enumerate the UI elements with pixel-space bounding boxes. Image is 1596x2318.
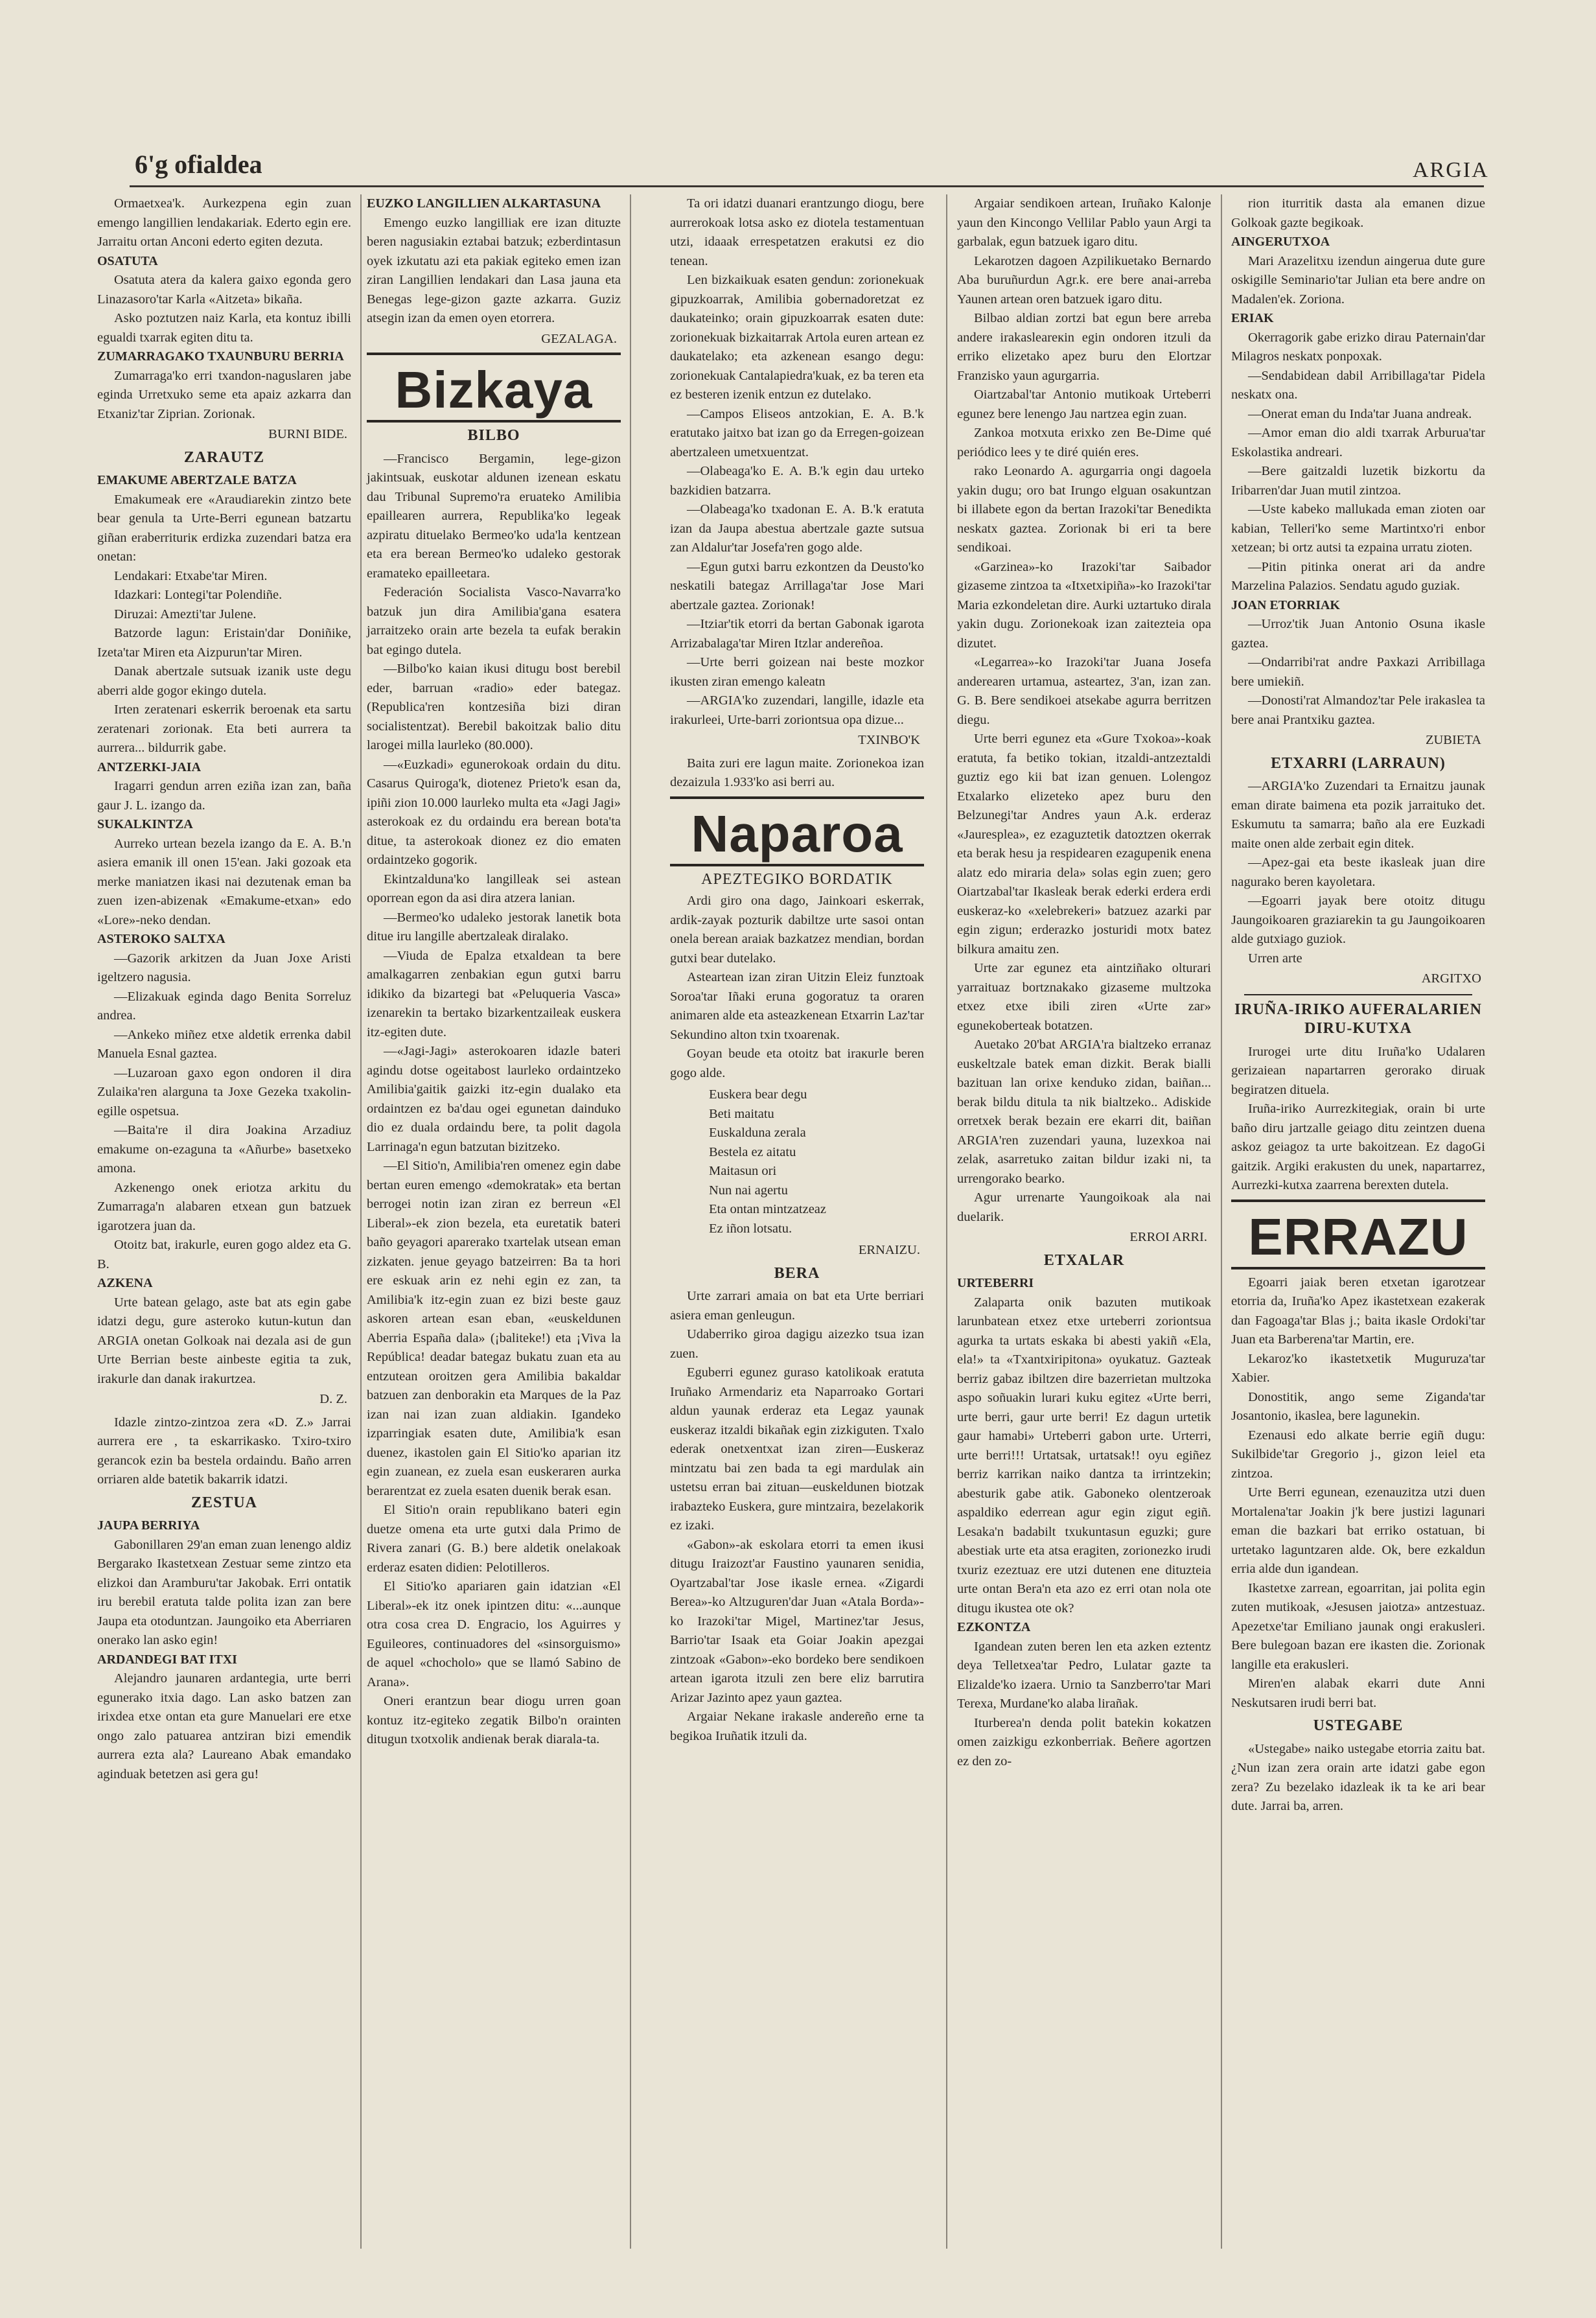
article-paragraph: Idazkari: Lontegi'tar Polendiñe.	[114, 588, 283, 602]
poem-line: Ez iñon lotsatu.	[709, 1221, 792, 1236]
section-heading: AINGERUTXOA	[1231, 235, 1330, 249]
region-banner: Naparoa	[691, 804, 903, 863]
article-paragraph: —ARGIA'ko Zuzendari ta Ernaitzu jaunak eman dirate baimena eta pozik jarraituko det. Eskumutu ta samarra; baño ala ere Euzkadi maite onen alde zerbait egin ditek.	[1231, 779, 1485, 851]
article-paragraph: Ta ori idatzi duanari erantzungo diogu, bere aurrerokoak lotsa asko ez diotela testamentuan utzi, idaaak errespetatzen erakutsi ez dio tenean.	[670, 196, 924, 268]
region-banner-box	[1231, 1200, 1485, 1269]
article-paragraph: «Gabon»-ak eskolara etorri ta emen ikusi ditugu Iraizozt'ar Faustino yaunaren senidia, Oyartzabal'tar Jose ikasle ernea. «Zigardi Berea»-ko Altzuguren'dar Juan «Atala Borda»-ko Irazoki'tar Migel, Martinez'tar Jesus, Barrio'tar Isaak eta Goiar Joakin apezgai zintzoak «Gabon»-eko bordeko bere sendikoen artean igarota itzuli zen bere eliz barrutira Arizar Jazinto apez yaun gaztea.	[670, 1537, 924, 1705]
sub-heading: APEZTEGIKO BORDATIK	[701, 870, 893, 888]
signature: BURNI BIDE.	[268, 427, 347, 441]
article-paragraph: Ikastetxe zarrean, egoarritan, jai polita egin zuten mutikoak, «Jesusen jaiotza» antzestuaz. Apezetxe'tar Emiliano jaunak ongi erakusleri. Bere bulegoan bazan ere ikasten die. Zorionak langille eta erakusleri.	[1231, 1581, 1485, 1672]
article-paragraph: —«Jagi-Jagi» asterokoaren idazle bateri agindu dotse ogeitabost laurleko ordaintzeko Amilibia'gaitik gaizki itz-egin dualako eta ordaintzen ez ba'dau ogei egunetan dainduko dio ez duala ordaindu bere, ta polit dagola Larrinaga'n egun batzutan bizitzeko.	[367, 1044, 621, 1154]
article-paragraph: El Sitio'ko apariaren gain idatzian «El Liberal»-ek itz onek ipintzen ditu: «...aunque otra cosa crea D. Engracio, los Aguirres y Eguileores, continuadores del «sinsorguismo» de aquel «chocholo» que se llamó Sabino de Arana».	[367, 1579, 621, 1689]
article-paragraph: Asteartean izan ziran Uitzin Eleiz funztoak Soroa'tar Iñaki eruna gogoratuz ta oraren animaren alde eta asteazkenean Etxarrin Laz'tar Sekundino alton txin txoarenak.	[670, 970, 924, 1042]
article-paragraph: Okerragorik gabe erizko dirau Paternain'dar Milagros neskatx ponpoxak.	[1231, 330, 1485, 364]
article-paragraph: —Campos Eliseos antzokian, E. A. B.'k eratutako jaitxo bat izan go da Erregen-goizean abertzaleen umetxuentzat.	[670, 406, 924, 459]
column-4	[957, 194, 1211, 1771]
article-paragraph: Osatuta atera da kalera gaixo egonda gero Linazasoro'tar Karla «Aitzeta» bikaña.	[97, 273, 351, 307]
centered-heading: BILBO	[467, 427, 520, 444]
article-paragraph: —Donosti'rat Almandoz'tar Pele irakaslea ta bere anai Prantxiku gaztea.	[1231, 693, 1485, 727]
article-paragraph: Lendakari: Etxabe'tar Miren.	[114, 568, 268, 583]
article-paragraph: Eguberri egunez guraso katolikoak eratuta Iruñako Armendariz eta Naparroako Gortari aldun yaunak erderaz eta Legaz yaunak euskeraz itzaldi bikañak egin zizkiguten. Txalo ederak onetxentxat izan ziren—Euskeraz mintzatu bai zen bada ta egi mardulak ain ustetsu erran bai zituan—euskeldunen biotzak irabaztеko Euskera, gure mintzaira, bezelakorik ez izaki.	[670, 1365, 924, 1533]
article-paragraph: Urren arte	[1248, 951, 1302, 966]
header-rule	[130, 185, 1484, 187]
article-paragraph: Mari Arazelitxu izendun aingerua dute gure oskigille Seminario'tar Julian eta bere andre on Madalen'ek. Zoriona.	[1231, 253, 1485, 307]
poem-line: Euskalduna zerala	[709, 1126, 806, 1140]
article-paragraph: —Bere gaitzaldi luzetik bizkortu da Iribarren'dar Juan mutil zintzoa.	[1231, 464, 1485, 498]
article-paragraph: Miren'en alabak ekarri dute Anni Neskutsaren irudi berri bat.	[1231, 1676, 1485, 1710]
article-paragraph: Zankoa motxuta erixko zen Be-Dime qué periódico lees y te diré quién eres.	[957, 426, 1211, 459]
section-heading: EUZKO LANGILLIEN ALKARTASUNA	[367, 196, 601, 211]
centered-heading: USTEGABE	[1313, 1717, 1404, 1734]
article-paragraph: —El Sitio'n, Amilibia'ren omenez egin dabe bertan euren emengo «demokratak» eta bertan berrogei notin izan ziran ez berreun «El Liberal»-ek zion bezela, eta euretatik bateri baño geyagori aparerako txartelak utsean eman zizkaten. jenue geyago batzeirren: Ba ta hori ere eskuak arin ez nehi egin ez zan, ta Amilibia'k itz-egin zuan ez bizi beste gauz askoren artean esan eban, «euskeldunen Aberria España dala» (¡baliteke!) eta ¡Viva la República! deadar bategaz bukatu zuan eta au entzutean oroitzen gera Amilibia bakaldar batzuen zan denborakin eta Marques de la Paz izan nai izan zuan aldiakin. Igandeko izparringiak esaten dute, Amilibia'k esan duenez, ikastolen gain El Sitio'ko aparian itz egin zuanean, ez zuela esan euskeraren aurka berarentzat ez zuela esaten duenik berak esan.	[367, 1159, 621, 1498]
article-paragraph: —Sendabidean dabil Arribillaga'tar Pidela neskatx ona.	[1231, 368, 1485, 402]
article-paragraph: —Bermeo'ko udaleko jestorak lanetik bota ditue iru langille abertzaleak diralako.	[367, 910, 621, 944]
poem-line: Bestela ez aitatu	[709, 1144, 796, 1159]
article-paragraph: Ekintzalduna'ko langilleak sei astean oporrean egon da asi dira atzera lanian.	[367, 872, 621, 905]
masthead-title: ARGIA	[1413, 158, 1489, 182]
section-heading: ERIAK	[1231, 311, 1274, 325]
article-paragraph: Lekaroz'ko ikastetxetik Muguruza'tar Xabier.	[1231, 1351, 1485, 1385]
column-1	[97, 194, 351, 1784]
article-paragraph: —ARGIA'ko zuzendari, langille, idazle eta irakurleei, Urte-barri zoriontsua opa dizue...	[670, 693, 924, 727]
article-paragraph: El Sitio'n orain republikano bateri egin duetze omena eta urte gutxi dala Primo de Rivera zanari (G. B.) bere aldetik onelakoak erderaz esaten didien: Pelotilleros.	[367, 1503, 621, 1575]
region-banner-box	[367, 353, 621, 423]
article-paragraph: Udaberriko giroa dagigu aizezko tsua izan zuen.	[670, 1327, 924, 1361]
signature: ERROI ARRI.	[1129, 1230, 1207, 1244]
section-heading: AZKENA	[97, 1276, 153, 1290]
article-paragraph: Urte batean gelago, aste bat ats egin gabe idatzi degu, gure asteroko kutun-kutun dan ARGIA onetan Golkoak nai dezala asi de gun Urte Berrian beste ainbeste egitia ta zuk, irakurle dan danak irakurtzea.	[97, 1295, 351, 1386]
article-paragraph: Batzorde lagun: Eristain'dar Doniñike, Izeta'tar Miren eta Aizpurun'tar Miren.	[97, 626, 351, 660]
column-2	[367, 194, 621, 1750]
signature: ERNAIZU.	[858, 1243, 920, 1257]
article-paragraph: —Amor eman dio aldi txarrak Arburua'tar Eskolastika andreari.	[1231, 426, 1485, 459]
article-paragraph: «Legarrea»-ko Irazoki'tar Juana Josefa andereаren urtamua, asteartez, 3'an, izan zan. G. B. Bere sendikoei atsekabe agurra berritzen diegu.	[957, 655, 1211, 727]
article-paragraph: Urte berri egunez eta «Gure Txokoa»-koak eratuta, fa betiko tokian, itzaldi-antzeztaldi guztiz ego kii bat izan genuen. Lolengoz Etxalarko elizeteko apez buru den Belzunegi'tar Andres yaun A.k. erderaz «Jauresplea», ez ezaguztetik datoztzen okerrak eta berak hesu ja respideaгen ezagupenik enena alatz edo miraria dela» solas egin zuen; gero Oiartzabal'tar Ikasleak berak ederki erdera erdi euskeraz-ko «xelebrekeri» batzuez azarki par egin zigun; erderazko josturidi motx batez bilkura amaitu zen.	[957, 732, 1211, 956]
article-paragraph: Argaiar sendikoen artean, Iruñako Kalonje yaun den Kincongo Vellilar Pablo yaun Argi ta garbalak, egun batzuek igaro ditu.	[957, 196, 1211, 249]
section-heading: ZUMARRAGAKO TXAUNBURU BERRIA	[97, 349, 344, 364]
article-paragraph: Egoarri jaiak beren etxetan igarotzear etorria da, Iruña'ko Apez ikastetxean ezakerak dan Fagoaga'tar Blas j.; baita ikasle Ordoki'tar Juan eta Barberena'tar Martin, ere.	[1231, 1275, 1485, 1347]
article-paragraph: rako Leonardo A. agurgarria ongi dagoela yakin dugu; oro bat Irungo elguan osakuntzan bi illabete egon da bertan Irazoki'tar Benedikta neskatx gaztea. Zorionak bi eri ta bere sendikoai.	[957, 464, 1211, 555]
region-banner-box	[670, 796, 924, 866]
article-paragraph: —Egun gutxi barru ezkontzen da Deusto'ko neskatili bategaz Arrillaga'tar Jose Mari abertzale gaztea. Zorionak!	[670, 559, 924, 612]
column-3	[670, 194, 924, 1746]
article-paragraph: Ormaetxea'k. Aurkezpena egin zuan emengo langillien lendakariak. Ederto egin ere. Jarraitu ortan Anconi ederto egiten dezuta.	[97, 196, 351, 249]
centered-heading: BERA	[774, 1264, 820, 1282]
article-paragraph: Diruzai: Amezti'tar Julene.	[114, 607, 257, 621]
centered-heading: ETXARRI (LARRAUN)	[1271, 754, 1446, 772]
article-paragraph: —Viuda de Epalza etxaldean ta bere amalkagarren zenbakian egun gutxi barru idikiko da bizartegi bat «Peluqueria Vasca» izenarekin ta bertako bizarkentzaileak euskera itz-egiten dute.	[367, 948, 621, 1039]
section-heading: EZKONTZA	[957, 1620, 1031, 1634]
section-heading: ASTEROKO SALTXA	[97, 932, 226, 946]
article-paragraph: Iruña-iriko Aurrezkitegiak, orain bi urte baño diru jartzalle geiago ditu zeintzen duena askoz geiagoz ta urte bakoitzean. Ez dagoGi gaitzik. Argiki erakusten du unek, napartarrez, Aurrezki-kutxa zaarrena berexten dutela.	[1231, 1102, 1485, 1192]
article-paragraph: —Olabeaga'ko E. A. B.'k egin dau urteko bazkidien batzarra.	[670, 464, 924, 498]
poem-line: Beti maitatu	[709, 1106, 774, 1121]
article-paragraph: Alejandro jaunaren ardantegia, urte berri egunerako itxia dago. Lan asko batzen zan irixdea etxe ontan eta gure Manuelari ere etxe ongo zalo patuarea antziran bizi emendik aurrera ezta ala? Laureano Abak emandako aginduak betetzen asi gera gu!	[97, 1671, 351, 1781]
article-paragraph: Urte Berri egunean, ezenauzitza utzi duen Mortalena'tar Joakin j'k bere justizi lagunari eman die bazkari bat erriko ostatuan, bi urtetako laguntzaren alde. Ok, bere ezkaldun erria alde dun igandean.	[1231, 1485, 1485, 1576]
article-paragraph: —Itziar'tik etorri da bertan Gabonak igarota Arrizabalaga'tar Miren Itzlar andereñoa.	[670, 617, 924, 651]
column-divider	[1221, 194, 1222, 2249]
section-heading: OSATUTA	[97, 253, 158, 268]
article-paragraph: Danak abertzale sutsuak izanik uste degu aberri alde gogor ekingo dutela.	[97, 664, 351, 698]
article-paragraph: —Uste kabeko mallukada eman zioten oar kabian, Telleri'ko seme Martintxo'ri enbor xetzean; bi ortz autsi ta ezpaina urratu zioten.	[1231, 502, 1485, 555]
article-paragraph: —Apez-gai eta beste ikasleak juan dire nagurako beren kayoletara.	[1231, 855, 1485, 889]
article-paragraph: Oneri erantzun bear diogu urren goan kontuz itz-egiteko zegatik Bilbo'n orainten ditugun txotxolik andienak berak diarala-ta.	[367, 1694, 621, 1746]
article-paragraph: —«Euzkadi» egunerokoak ordain du ditu. Casarus Quiroga'k, diotenez Prieto'k esan da, ipiñi zion 10.000 laurleko multa eta «Jagi Jagi» asterokoak ez du ordaindu era berean bota'ta ditue, ta asterokoak dionez ez dio ematen ordaintzeko gogorik.	[367, 757, 621, 867]
page-number-label: 6'g ofialdea	[135, 150, 262, 179]
article-paragraph: Aurreko urtean bezela izango da E. A. B.'n asiera emanik ill onen 15'ean. Jaki gozoak eta merke maniatzen ikasi nai dezutenak eman ba zuen izen-abizenak «Emakume-etxan» edo «Lore»-neko dendan.	[97, 836, 351, 927]
article-paragraph: Baita zuri ere lagun maite. Zorionekoa izan dezaizula 1.933'ko asi berri au.	[670, 756, 924, 789]
article-paragraph: Igandean zuten beren len eta azken eztentz deya Telletxea'tar Pedro, Lulatar gazte ta Elizalde'ko izaera. Urnio ta Sanzberro'tar Mari Terexa, Murdane'ko alaba lirañak.	[957, 1639, 1211, 1711]
article-paragraph: Ezenausi edo alkate berrie egiñ dugu: Sukilbide'tar Gregorio j., gizon leiel eta zintzoa.	[1231, 1428, 1485, 1481]
article-paragraph: Ardi giro ona dago, Jainkoari eskerrak, ardik-zayak pozturik dabiltze urte sasoi ontan onela berean araiak bazkatzez mendian, bordan gutxi bear dutelako.	[670, 894, 924, 966]
poem-line: Nun nai agertu	[709, 1183, 788, 1198]
column-divider	[630, 194, 631, 2249]
column-divider	[946, 194, 947, 2249]
article-paragraph: Gabonillaren 29'an eman zuan lenengo aldiz Bergarako Ikastetxean Zestuar seme zintzo eta elizkoi dan Aramburu'tar Jakobak. Erri ontatik iru berebil eratuta talde polita izan zan bere Jaupa eta otoduntzan. Jaungoiko eta Aberriaren onerako lan asko egin!	[97, 1537, 351, 1647]
article-paragraph: «Ustegabe» naiko ustegabe etorria zaitu bat. ¿Nun izan zera orain arte idatzi gabe egon zera? Zu bezelako idazleak ik ta ke ari bear dute. Jarrai ba, arren.	[1231, 1741, 1485, 1813]
poem-line: Maitasun ori	[709, 1164, 777, 1178]
section-heading: ANTZERKI-JAIA	[97, 759, 202, 774]
article-paragraph: Argaiar Nekane irakasle andereño erne ta begikoa Iruñatik itzuli da.	[670, 1710, 924, 1743]
column-5	[1231, 194, 1485, 1816]
article-paragraph: Idazle zintzo-zintzoa zera «D. Z.» Jarrai aurrera ere , ta eskarrikasko. Txiro-txiro gerancok ezin ba bestela ordaindu. Baño arren orriaren alde batetik bakarrik idatzi.	[97, 1415, 351, 1487]
article-paragraph: Goyan beude eta otoitz bat iraкurle beren gogo alde.	[670, 1047, 924, 1080]
article-paragraph: —Pitin pitinka onerat ari da andre Marzelina Palazios. Sendatu agudo guziak.	[1231, 559, 1485, 593]
article-paragraph: —Luzaroan gaxo egon ondoren il dira Zulaika'ren alarguna ta Joxe Gezeka txakolin-egille ospetsua.	[97, 1065, 351, 1118]
signature: GEZALAGA.	[541, 331, 617, 346]
article-paragraph: Zumarraga'ko erri txandon-naguslaren jabe eginda Urretxuko seme eta apaiz azkarra dan Etxaniz'tar Ziprian. Zorionak.	[97, 368, 351, 421]
article-paragraph: Iragarri gendun arren eziña izan zan, baña gaur J. L. izango da.	[97, 779, 351, 813]
centered-heading: ZESTUA	[191, 1494, 258, 1511]
signature: ARGITXO	[1421, 971, 1481, 986]
article-paragraph: —Egoarri jayak bere otoitz ditugu Jaungoikoaren graziarekin ta gu Jaungoikoaren alde gutxiago guziok.	[1231, 894, 1485, 946]
centered-heading: ZARAUTZ	[183, 448, 265, 466]
article-paragraph: —Gazorik arkitzen da Juan Joxe Aristi igeltzero nagusia.	[97, 951, 351, 984]
section-heading: URTEBERRI	[957, 1276, 1034, 1290]
article-paragraph: rion iturritik dasta ala emanen dizue Golkoak gazte begikoak.	[1231, 196, 1485, 230]
article-paragraph: Emengo euzko langilliak ere izan dituzte beren nagusiakin eztabai batzuk; ezberdintasun oyek izkutatu azi eta pakiak egiteko emen izan ziran Langillien lendakari dan Lasa jauna eta Benegas lege-gizon gazte azkarra. Guziz atsegin izan da emen oyen etorrera.	[367, 215, 621, 325]
article-paragraph: Urte zarrari amaia on bat eta Urte berriari asiera eman genleugun.	[670, 1289, 924, 1323]
section-heading: JOAN ETORRIAK	[1231, 597, 1340, 612]
article-paragraph: —Baita're il dira Joakina Arzadiuz emakume on-ezaguna ta «Añurbe» basetxeko amona.	[97, 1123, 351, 1176]
article-paragraph: —Onerat eman du Inda'tar Juana andreak.	[1248, 406, 1472, 421]
article-paragraph: —Francisco Bergamin, lege-gizon jakintsuak, euskotar aldunen izenean eskatu dau Tribunal Supremo'ra eruateko Amilibia epaillearen aurrera, Republika'ko legeak azpiratu dituelako Bermeo'ko uda'la kentzean eta era berean Bermeo'ko udaleko gestorak eramateko epailleetara.	[367, 451, 621, 581]
column-divider	[360, 194, 362, 2249]
poem-line: Euskera bear degu	[709, 1087, 807, 1102]
article-paragraph: «Garzinea»-ko Irazoki'tar Saibador gizaseme zintzoa ta «Itxetxipiña»-ko Irazoki'tar Maria ezkondeletan dire. Aurki uztartuko dirala yakin dugu. Zorionekoak izan zaitezteia opa dizutet.	[957, 559, 1211, 651]
article-paragraph: —Bilbo'ko kaian ikusi ditugu bost berebil eder, barruan «radio» eder bategaz. (Republica'ren kontzesiña bizi diran socialistentzat). Berebil bakoitzak balio ditu larogei milla laurleko (80.000).	[367, 662, 621, 752]
signature: TXINBO'K	[858, 733, 920, 747]
article-paragraph: Donostitik, ango seme Ziganda'tar Josantonio, ikaslea, bere lagunekin.	[1231, 1389, 1485, 1423]
poem-line: Eta ontan mintzatzeaz	[709, 1202, 826, 1216]
region-banner: Bizkaya	[395, 361, 593, 419]
article-paragraph: Auetako 20'bat ARGIA'ra bialtzeko erranaz euskeltzale batek eman dizkit. Berak bialli bazituan lan orixe kenduko zidan, baiñan... berak bildu ditula ta nik bialtzeko.. Adiskide orretxek berak bezain ere ekarri dit, baiñan ARGIA'ren zuzendari yauna, luzexkoa nai zelak, asarretuko zaitan bildur izaki ni, ta urrengorako bearko.	[957, 1037, 1211, 1186]
poem	[709, 1085, 924, 1238]
signature: ZUBIETA	[1425, 733, 1481, 747]
article-paragraph: Otoitz bat, irakurle, euren gogo aldez eta G. B.	[97, 1238, 351, 1271]
article-paragraph: Agur urrenarte Yaungoikoak ala nai duelarik.	[957, 1190, 1211, 1224]
article-paragraph: Irurogei urte ditu Iruña'ko Udalaren gerizaiean napartarren gerorako diruak begiratzen dituela.	[1231, 1044, 1485, 1097]
article-paragraph: Iturberea'n denda polit batekin kokatzen omen zaizkigu ezkonberriak. Beñere agortzen ez den zo-	[957, 1715, 1211, 1768]
section-heading: SUKALKINTZA	[97, 817, 193, 831]
article-paragraph: —Urroz'tik Juan Antonio Osuna ikasle gaztea.	[1231, 617, 1485, 651]
article-paragraph: Zalaparta onik bazuten mutikoak larunbatean etxez etxe urteberri zoriontsua agurka ta urtats eskaka bi abesti yakiñ «Ela, ela!» ta «Txantxiripitona» oyukatuz. Gazteak berriz gabaz ibiltzen dire bazerrietan multzoka aspo soñuakin lurari kuku egitez «Urte berri, urte berri, gaur urte berri! Ez dagun urtetik gaur hamabi» Urteberri gabon urte. Urterri, urte berri!!! Urtatsak, urtatsak!! oyu egiñez berriz karrikan naiko dantza ta irrintzekin; abesturik gabe atik. Gabonekо olentzeroak aspaldiko ederrean agur egin zigut egiñ. Lesaka'n badabilt txukuntasun eguzki; gure abestiak urte eta atsa eragiten, zorionezko irudi txuriz ezeztuaz ere utzi dutenen ene dituzteia urte ontan Bera'n eta azo ez erri otan nola ote ditugu ikustea ote ok?	[957, 1295, 1211, 1616]
centered-heading: IRUÑA-IRIKO AUFERALARIEN DIRU-KUTXA	[1234, 1001, 1483, 1037]
article-paragraph: —Ondarribi'rat andre Paxkazi Arribillaga bere umiekiñ.	[1231, 655, 1485, 689]
section-heading: EMAKUME ABERTZALE BATZA	[97, 473, 297, 487]
article-paragraph: Federación Socialista Vasco-Navarra'ko batzuk jun dira Amilibia'gana esatera jarraitzeko orain arte bezela ta eufak berakin bat egingo dutela.	[367, 585, 621, 657]
section-rule	[1244, 994, 1472, 995]
article-paragraph: —Urte berri goizean nai beste mozkor ikusten ziran emengo kaleatn	[670, 655, 924, 689]
section-heading: JAUPA BERRIYA	[97, 1518, 200, 1533]
centered-heading: ETXALAR	[1043, 1251, 1125, 1269]
section-heading: ARDANDEGI BAT ITXI	[97, 1652, 237, 1667]
article-paragraph: Oiartzabal'tar Antonio mutikoak Urteberri egunez bere lenengo Jau nartzea egin zuan.	[957, 388, 1211, 421]
article-paragraph: —Olabeaga'ko txadonan E. A. B.'k eratuta izan da Jaupa abestua abertzale gazte sutsua zan Aldalur'tar Josefa'ren gogo alde.	[670, 502, 924, 555]
article-paragraph: Len bizkaikuak esaten gendun: zorionekuak gipuzkoarrak, Amilibia gobernadoretzat ez daukateinko; orain gipuzkoarrak esaten dute: zorionekuak bizkaitarrak Artola euren artean ez daukatelako; eta azkenean esango degu: zorionekuak Cantalapiedra'kuak, ez ba teren eta ez besteren izenik entzun ez dutelako.	[670, 273, 924, 402]
article-paragraph: Azkenengo onek eriotza arkitu du Zumarraga'n alabaren etxean gun batzuek igarotzera juan da.	[97, 1180, 351, 1233]
region-banner: ERRAZU	[1248, 1207, 1468, 1266]
article-paragraph: Asko poztutzen naiz Karla, eta kontuz ibilli egualdi txarrak egiten ditu ta.	[97, 311, 351, 345]
article-paragraph: —Elizakuak eginda dago Benita Sorreluz andrea.	[97, 989, 351, 1023]
article-paragraph: Irten zeratenari eskerrik beroenak eta sartu zeratenari zorionak. Eta beti aurrera ta aurrera... bildurrik gabe.	[97, 702, 351, 755]
article-paragraph: Bilbao aldian zortzi bat egun bere arreba andere irakasleareкin egin ondoren itzuli da erriko elizetako apez buru den Elortzar Franzisko yaun agurgarria.	[957, 311, 1211, 383]
article-paragraph: Emakumeak ere «Araudiarekin zintzo bete bear genula ta Urte-Berri egunean batzartu giñan eraberrituriк erdizka zuzendari batza era onetan:	[97, 492, 351, 564]
article-paragraph: —Ankeko miñez etxe aldetik errenka dabil Manuela Esnal gaztea.	[97, 1027, 351, 1061]
article-paragraph: Urte zar egunez eta aintziñako olturari yarraituaz bortznakako gizaseme multzoka etxez etxe ibili ziren «Urte zar» egunekoberteak botatzen.	[957, 961, 1211, 1033]
signature: D. Z.	[319, 1392, 347, 1406]
article-paragraph: Lekarotzen dagoen Azpilikuetako Bernardo Aba buruñurdun Agr.k. ere bere anai-arreba Yaunen artean oren batzuek igaro ditu.	[957, 253, 1211, 307]
